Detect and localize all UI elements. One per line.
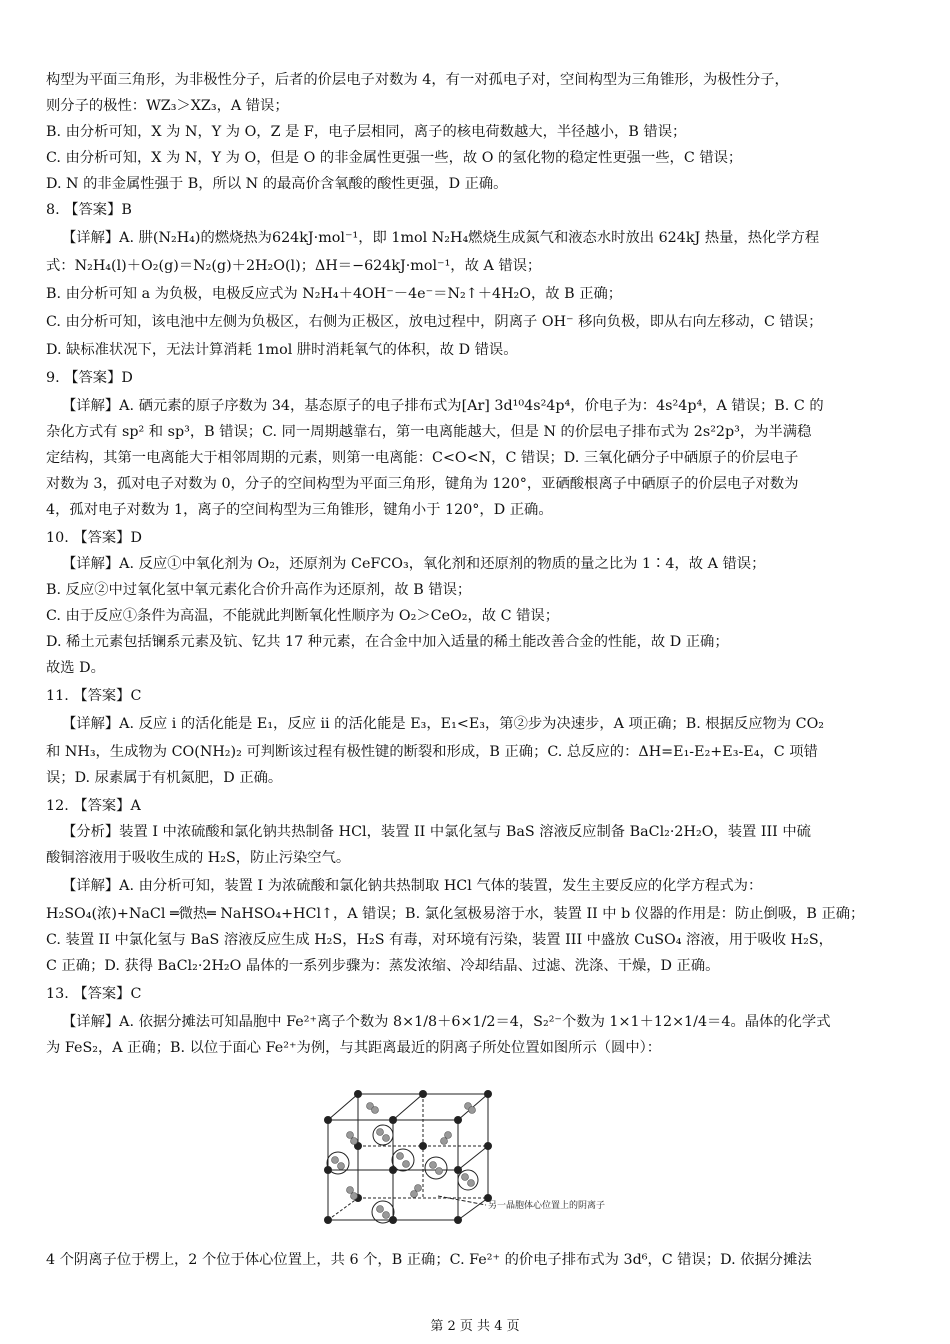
text-line: H₂SO₄(浓)+NaCl ═微热═ NaHSO₄+HCl↑，A 错误；B. 氯化氢极易溶于水，装置 II 中 b 仪器的作用是：防止倒吸，B 正确；: [46, 906, 865, 922]
text-line: D. 稀土元素包括镧系元素及钪、钇共 17 种元素，在合金中加入适量的稀土能改善合金的性能，故 D 正确；: [46, 634, 729, 650]
text-line: 8. 【答案】B: [46, 202, 132, 218]
text-line: D. 缺标准状况下，无法计算消耗 1mol 肼时消耗氧气的体积，故 D 错误。: [46, 342, 518, 358]
text-line: B. 由分析可知 a 为负极，电极反应式为 N₂H₄＋4OH⁻－4e⁻＝N₂↑＋4H₂O，故 B 正确；: [46, 286, 623, 302]
text-line: 则分子的极性：WZ₃＞XZ₃，A 错误；: [46, 98, 289, 114]
text-line: C. 由于反应①条件为高温，不能就此判断氧化性顺序为 O₂＞CeO₂，故 C 错误；: [46, 608, 560, 624]
text-line: B. 反应②中过氧化氢中氧元素化合价升高作为还原剂，故 B 错误；: [46, 582, 472, 598]
text-line: 【详解】A. 依据分摊法可知晶胞中 Fe²⁺离子个数为 8×1/8＋6×1/2＝4，S₂²⁻个数为 1×1＋12×1/4＝4。晶体的化学式: [62, 1014, 831, 1030]
text-line: 酸铜溶液用于吸收生成的 H₂S，防止污染空气。: [46, 850, 351, 866]
crystal-structure-figure: [318, 1080, 648, 1230]
figure-label: 另一晶胞体心位置上的阴离子: [488, 1201, 606, 1211]
text-line: D. N 的非金属性强于 B，所以 N 的最高价含氧酸的酸性更强，D 正确。: [46, 176, 508, 192]
text-line: C 正确；D. 获得 BaCl₂·2H₂O 晶体的一系列步骤为：蒸发浓缩、冷却结晶、过滤、洗涤、干燥，D 正确。: [46, 958, 720, 974]
text-line: C. 由分析可知，X 为 N，Y 为 O，但是 O 的非金属性更强一些，故 O 的氢化物的稳定性更强一些，C 错误；: [46, 150, 743, 166]
text-line: 4 个阴离子位于楞上，2 个位于体心位置上，共 6 个，B 正确；C. Fe²⁺ 的价电子排布式为 3d⁶，C 错误；D. 依据分摊法: [46, 1252, 812, 1268]
text-line: 13. 【答案】C: [46, 986, 142, 1002]
text-line: 【详解】A. 反应①中氧化剂为 O₂，还原剂为 CeFCO₃，氧化剂和还原剂的物质的量之比为 1∶4，故 A 错误；: [62, 556, 766, 572]
text-line: 式：N₂H₄(l)＋O₂(g)＝N₂(g)＋2H₂O(l)；ΔH＝−624kJ·mol⁻¹，故 A 错误；: [46, 258, 542, 274]
text-line: 12. 【答案】A: [46, 798, 141, 814]
text-line: C. 由分析可知，该电池中左侧为负极区，右侧为正极区，放电过程中，阴离子 OH⁻ 移向负极，即从右向左移动，C 错误；: [46, 314, 823, 330]
text-line: 【分析】装置 I 中浓硫酸和氯化钠共热制备 HCl，装置 II 中氯化氢与 BaS 溶液反应制备 BaCl₂·2H₂O，装置 III 中硫: [62, 824, 811, 840]
text-line: 为 FeS₂，A 正确；B. 以位于面心 Fe²⁺为例，与其距离最近的阴离子所处位置如图所示（圆中）：: [46, 1040, 662, 1056]
text-line: 构型为平面三角形，为非极性分子，后者的价层电子对数为 4，有一对孤电子对，空间构型为三角锥形，为极性分子，: [46, 72, 789, 88]
text-line: 【详解】A. 肼(N₂H₄)的燃烧热为624kJ·mol⁻¹，即 1mol N₂H₄燃烧生成氮气和液态水时放出 624kJ 热量，热化学方程: [62, 230, 820, 246]
text-line: 9. 【答案】D: [46, 370, 133, 386]
text-line: C. 装置 II 中氯化氢与 BaS 溶液反应生成 H₂S，H₂S 有毒，对环境有污染，装置 III 中盛放 CuSO₄ 溶液，用于吸收 H₂S，: [46, 932, 833, 948]
text-line: B. 由分析可知，X 为 N，Y 为 O，Z 是 F，电子层相同，离子的核电荷数越大，半径越小，B 错误；: [46, 124, 687, 140]
page-footer: 第 2 页 共 4 页: [430, 1319, 520, 1334]
text-line: 10. 【答案】D: [46, 530, 142, 546]
text-line: 定结构，其第一电离能大于相邻周期的元素，则第一电离能：C<O<N，C 错误；D. 三氧化硒分子中硒原子的价层电子: [46, 450, 799, 466]
text-line: 【详解】A. 由分析可知，装置 I 为浓硫酸和氯化钠共热制取 HCl 气体的装置，发生主要反应的化学方程式为：: [62, 878, 763, 894]
text-line: 11. 【答案】C: [46, 688, 142, 704]
text-line: 杂化方式有 sp² 和 sp³，B 错误；C. 同一周期越靠右，第一电离能越大，但是 N 的价层电子排布式为 2s²2p³，为半满稳: [46, 424, 812, 440]
text-line: 和 NH₃，生成物为 CO(NH₂)₂ 可判断该过程有极性键的断裂和形成，B 正确；C. 总反应的：ΔH=E₁-E₂+E₃-E₄，C 项错: [46, 744, 818, 760]
text-line: 【详解】A. 反应 i 的活化能是 E₁，反应 ii 的活化能是 E₃，E₁<E₃，第②步为决速步，A 项正确；B. 根据反应物为 CO₂: [62, 716, 825, 732]
text-line: 对数为 3，孤对电子对数为 0，分子的空间构型为平面三角形，键角为 120°，亚硒酸根离子中硒原子的价层电子对数为: [46, 476, 799, 492]
text-line: 【详解】A. 硒元素的原子序数为 34，基态原子的电子排布式为[Ar] 3d¹⁰4s²4p⁴，价电子为：4s²4p⁴，A 错误；B. C 的: [62, 398, 824, 414]
text-line: 4，孤对电子对数为 1，离子的空间构型为三角锥形，键角小于 120°，D 正确。: [46, 502, 553, 518]
text-line: 故选 D。: [46, 660, 105, 676]
text-line: 误；D. 尿素属于有机氮肥，D 正确。: [46, 770, 283, 786]
